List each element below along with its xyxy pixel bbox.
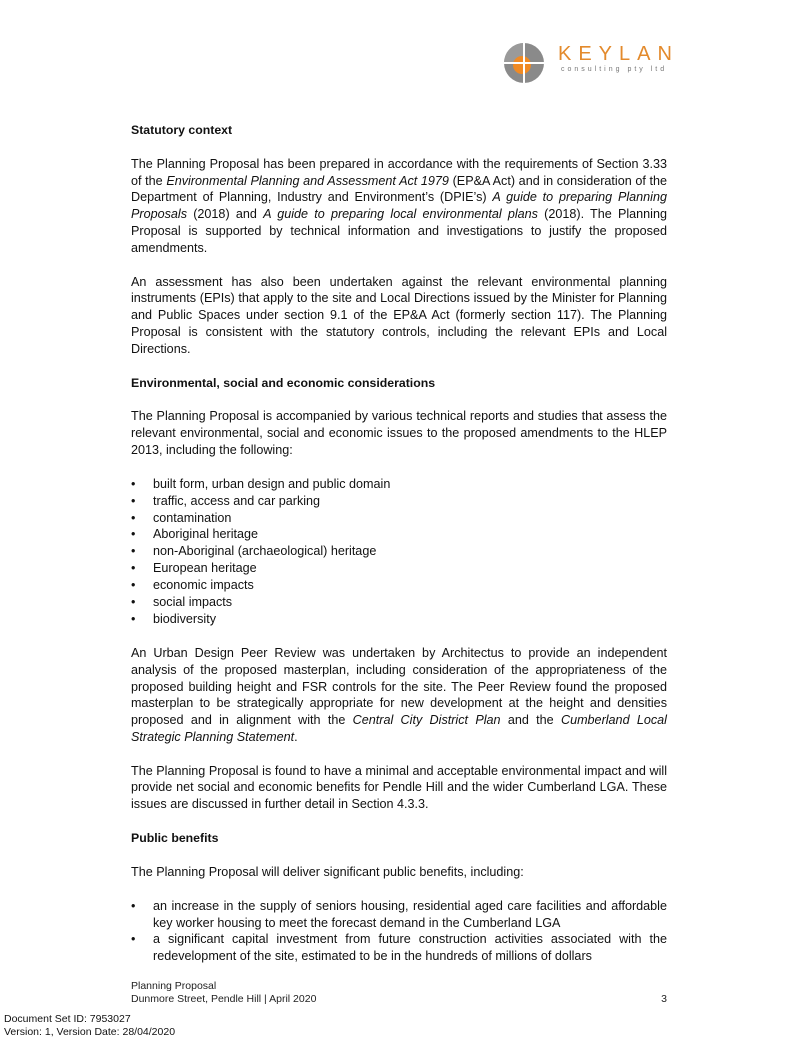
footer-subtitle: Dunmore Street, Pendle Hill | April 2020: [131, 993, 317, 1005]
heading-statutory: Statutory context: [131, 123, 233, 137]
list-item: • Aboriginal heritage: [131, 526, 667, 543]
list-item: • traffic, access and car parking: [131, 493, 667, 510]
list-item: • social impacts: [131, 594, 667, 611]
page-number: 3: [661, 993, 667, 1005]
list-item: • a significant capital investment from future construction activities associated with the redevelopment of the site, estimated to be in the hundreds of millions of dollars: [131, 931, 667, 965]
paragraph-benefits-1: The Planning Proposal will deliver significant public benefits, including:: [131, 864, 524, 879]
heading-benefits: Public benefits: [131, 831, 219, 846]
logo-tagline: consulting pty ltd: [561, 66, 668, 73]
paragraph-environmental-2: An Urban Design Peer Review was undertaken by Architectus to provide an independent analysis of the proposed masterplan, including consideration of the appropriateness of the proposed building height and FSR controls for the site. The Peer Review found the proposed masterplan to be strategically appropriate for new development at the height and densities proposed and in alignment with the Central City District Plan and the Cumberland Local Strategic Planning Statement.: [131, 645, 667, 744]
paragraph-statutory-2: An assessment has also been undertaken against the relevant environmental planning instruments (EPIs) that apply to the site and Local Directions issued by the Minister for Planning and Public Spaces under section 9.1 of the EP&A Act (formerly section 117). The Planning Proposal is consistent with the statutory controls, including the relevant EPIs and Local Directions.: [131, 274, 667, 356]
list-item: • economic impacts: [131, 577, 667, 594]
considerations-list: [131, 476, 667, 628]
paragraph-statutory-1: The Planning Proposal has been prepared in accordance with the requirements of Section 3.33 of the Environmental Planning and Assessment Act 1979 (EP&A Act) and in consideration of the Department of Planning, Industry and Environment’s (DPIE’s) A guide to preparing Planning Proposals (2018) and A guide to preparing local environmental plans (2018). The Planning Proposal is supported by technical information and investigations to justify the proposed amendments.: [131, 156, 668, 255]
page-footer: [131, 980, 667, 1006]
list-item: • non-Aboriginal (archaeological) heritage: [131, 543, 667, 560]
benefits-list: [131, 898, 667, 966]
list-item: • biodiversity: [131, 611, 667, 628]
list-item: • European heritage: [131, 560, 667, 577]
paragraph-environmental-3: The Planning Proposal is found to have a minimal and acceptable environmental impact and will provide net social and economic benefits for Pendle Hill and the wider Cumberland LGA. These issues are discussed in further detail in Section 4.3.3.: [131, 763, 667, 812]
logo-name: KEYLAN: [558, 43, 679, 65]
list-item: • an increase in the supply of seniors housing, residential aged care facilities and affordable key worker housing to meet the forecast demand in the Cumberland LGA: [131, 898, 667, 932]
logo-circle-icon: [503, 42, 545, 84]
paragraph-environmental-1: The Planning Proposal is accompanied by various technical reports and studies that assess the relevant environmental, social and economic issues to the proposed amendments to the HLEP 2013, including the following:: [131, 409, 667, 457]
document-id-stamp: [4, 1013, 175, 1039]
heading-environmental: Environmental, social and economic considerations: [131, 375, 436, 390]
document-set-id: Document Set ID: 7953027: [4, 1013, 131, 1025]
keylan-logo: [503, 42, 679, 82]
list-item: • built form, urban design and public domain: [131, 476, 667, 493]
main-content: [131, 122, 667, 982]
list-item: • contamination: [131, 510, 667, 527]
document-version: Version: 1, Version Date: 28/04/2020: [4, 1026, 176, 1038]
footer-title: Planning Proposal: [131, 980, 217, 992]
